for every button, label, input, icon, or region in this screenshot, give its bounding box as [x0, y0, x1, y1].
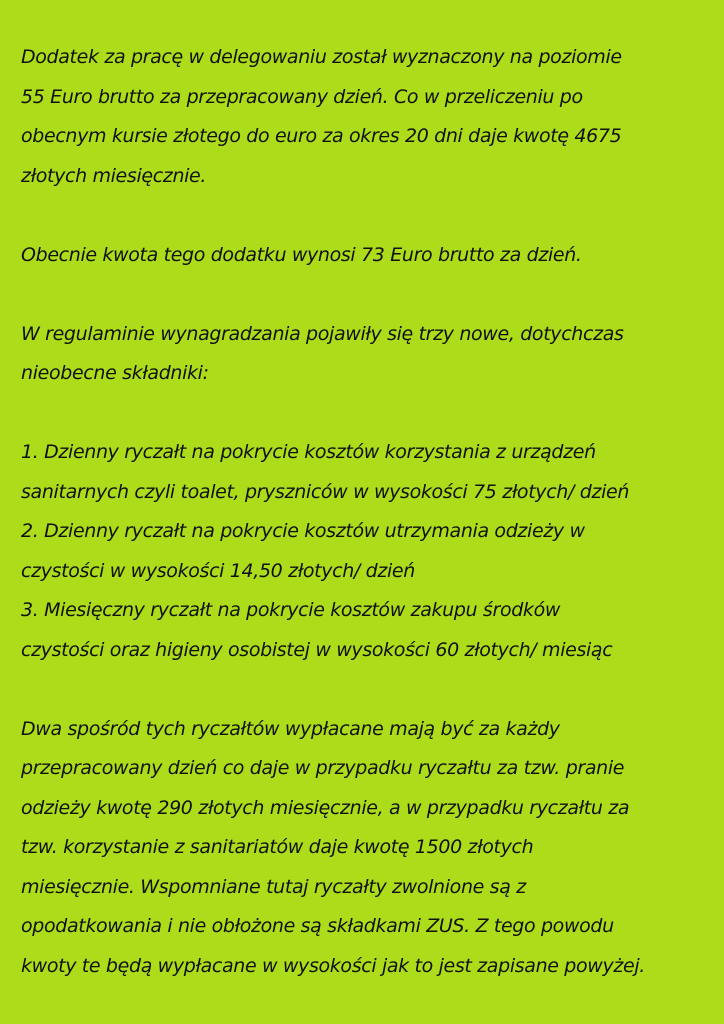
paragraph-current-amount: Obecnie kwota tego dodatku wynosi 73 Euro brutto za dzień.	[21, 243, 582, 266]
paragraph-gap	[21, 394, 710, 434]
paragraph-gap	[21, 275, 710, 315]
paragraph-gap	[21, 196, 710, 236]
paragraph-gap	[21, 670, 710, 710]
paragraph-allowance-rate: Dodatek za pracę w delegowaniu został wyznaczony na poziomie 55 Euro brutto za przepracowany dzień. Co w przeliczeniu po obecnym kursie złotego do euro za okres 20 dni daje kwotę 4675 złotych miesięcznie.	[21, 46, 622, 187]
paragraph-new-components-intro: W regulaminie wynagradzania pojawiły się trzy nowe, dotychczas nieobecne składniki:	[21, 322, 624, 384]
list-item: 2. Dzienny ryczałt na pokrycie kosztów utrzymania odzieży w czystości w wysokości 14,50 złotych/ dzień	[21, 520, 585, 582]
components-list	[21, 433, 710, 670]
list-item: 1. Dzienny ryczałt na pokrycie kosztów korzystania z urządzeń sanitarnych czyli toalet, pryszniców w wysokości 75 złotych/ dzień	[21, 441, 630, 503]
list-item: 3. Miesięczny ryczałt na pokrycie kosztów zakupu środków czystości oraz higieny osobistej w wysokości 60 złotych/ miesiąc	[21, 599, 613, 661]
paragraph-summary: Dwa spośród tych ryczałtów wypłacane mają być za każdy przepracowany dzień co daje w przypadku ryczałtu za tzw. pranie odzieży kwotę 290 złotych miesięcznie, a w przypadku ryczałtu za tzw. korzystanie z sanitariatów daje kwotę 1500 złotych miesięcznie. Wspomniane tutaj ryczałty zwolnione są z opodatkowania i nie obłożone są składkami ZUS. Z tego powodu kwoty te będą wypłacane w wysokości jak to jest zapisane powyżej.	[21, 717, 645, 977]
